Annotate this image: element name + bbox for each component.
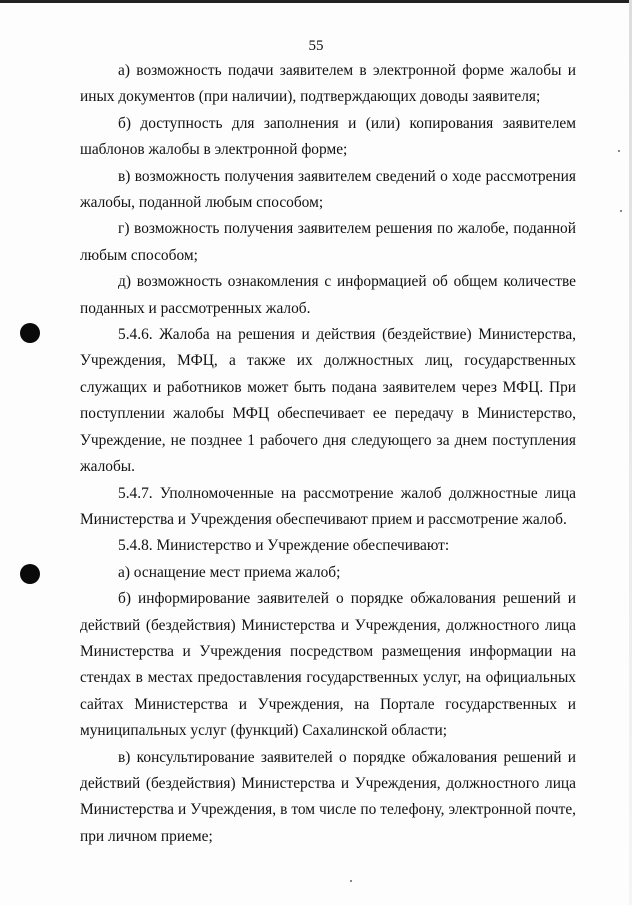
paragraph-item-g: г) возможность получения заявителем решения по жалобе, поданной любым способом; xyxy=(80,220,576,264)
scan-speck xyxy=(350,880,352,882)
page-number: 55 xyxy=(308,38,324,54)
paragraph-item-d: д) возможность ознакомления с информацией об общем количестве поданных и рассмотренных жалоб. xyxy=(80,273,576,317)
scan-speck xyxy=(618,150,620,152)
body-text xyxy=(80,58,576,850)
scan-speck xyxy=(620,210,622,212)
paragraph-5-4-8: 5.4.8. Министерство и Учреждение обеспечивают: xyxy=(118,537,450,555)
paragraph-item-v: в) возможность получения заявителем сведений о ходе рассмотрения жалобы, поданной любым способом; xyxy=(80,167,576,212)
paragraph-5-4-8-b: б) информирование заявителей о порядке обжалования решений и действий (бездействия) Министерства и Учреждения, должностного лица Министерства и Учреждения посредством размещения информации на стендах в местах предоставления государственных услуг, на официальных сайтах Министерства и Учреждения, на Портале государственных и муниципальных услуг (функций) Сахалинской области; xyxy=(80,590,576,740)
paragraph-item-b: б) доступность для заполнения и (или) копирования заявителем шаблонов жалобы в электронной форме; xyxy=(80,114,576,159)
paragraph-5-4-8-a: а) оснащение мест приема жалоб; xyxy=(118,563,341,581)
punch-hole-bottom xyxy=(20,564,40,584)
paragraph-item-a: а) возможность подачи заявителем в электронной форме жалобы и иных документов (при наличии), подтверждающих доводы заявителя; xyxy=(80,62,576,106)
paragraph-5-4-8-v: в) консультирование заявителей о порядке обжалования решений и действий (бездействия) Министерства и Учреждения, должностного лица Министерства и Учреждения, в том числе по телефону, электронной почте, при личном приеме; xyxy=(80,748,576,845)
paragraph-5-4-6: 5.4.6. Жалоба на решения и действия (бездействие) Министерства, Учреждения, МФЦ, а также их должностных лиц, государственных служащих и работников может быть подана заявителем через МФЦ. При поступлении жалобы МФЦ обеспечивает ее передачу в Министерство, Учреждение, не позднее 1 рабочего дня следующего за днем поступления жалобы. xyxy=(80,326,576,476)
scan-edge-top xyxy=(0,0,632,3)
punch-hole-top xyxy=(20,323,40,343)
paragraph-5-4-7: 5.4.7. Уполномоченные на рассмотрение жалоб должностные лица Министерства и Учреждения обеспечивают прием и рассмотрение жалоб. xyxy=(80,484,576,528)
